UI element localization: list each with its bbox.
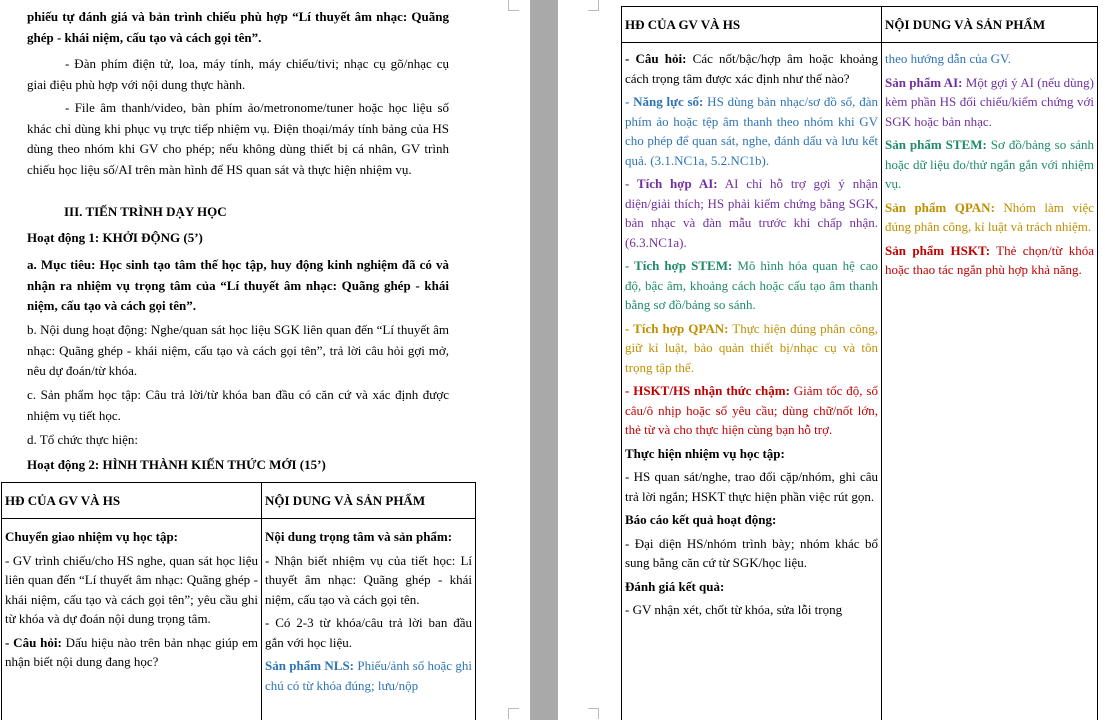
qpan-integration-text: Thực hiện đúng phân công, giữ kỉ luật, bảo quản thiết bị/nhạc cụ và tôn trọng tập thể. [625, 320, 878, 375]
stem-product-text: Sơ đồ/bảng so sánh hoặc dữ liệu đo/thử ngắn gắn với nhiệm vụ. [885, 137, 1095, 191]
ai-integration-label: - Tích hợp AI: [625, 176, 718, 191]
stem-integration-paragraph [625, 256, 878, 315]
materials-digital-files: - File âm thanh/video, bàn phím ảo/metronome/tuner hoặc học liệu số khác chỉ dùng khi phục vụ trực tiếp nhiệm vụ. Điện thoại/máy tính bảng của HS dùng theo nhóm khi GV cho phép; nếu không dùng thiết bị cá nhân, GV trình chiếu học liệu số/AI trên màn hình để HS quan sát và thực hiện nhiệm vụ. [27, 100, 449, 177]
table-cell-activities [2, 519, 262, 720]
activity1-organization: d. Tổ chức thực hiện: [27, 432, 138, 447]
transfer-task-label: Chuyển giao nhiệm vụ học tập: [5, 529, 178, 544]
activity2-table-continued [621, 6, 1098, 720]
stem-product-label: Sản phẩm STEM: [885, 137, 987, 152]
qpan-integration-paragraph [625, 319, 878, 378]
nls-paragraph [265, 656, 472, 695]
activity2-heading: Hoạt động 2: HÌNH THÀNH KIẾN THỨC MỚI (15’) [27, 457, 326, 472]
table-header-teacher-student: HĐ CỦA GV VÀ HS [622, 7, 882, 43]
hskt-label: - HSKT/HS nhận thức chậm: [625, 383, 790, 398]
question-text: Dấu hiệu nào trên bản nhạc giúp em nhận biết nội dung đang học? [5, 634, 258, 669]
table-header-teacher-student: HĐ CỦA GV VÀ HS [2, 483, 262, 519]
hskt-text: Giảm tốc độ, số câu/ô nhịp hoặc số yêu cầu; dùng chữ/nốt lớn, thẻ từ và cho thực hiện cùng bạn hỗ trợ. [625, 383, 878, 437]
hskt-product-label: Sản phẩm HSKT: [885, 242, 991, 258]
focus-text-2: - Có 2-3 từ khóa/câu trả lời ban đầu gắn với học liệu. [265, 615, 472, 650]
materials-intro: phiếu tự đánh giá và bản trình chiếu phù hợp “Lí thuyết âm nhạc: Quãng ghép - khái niệm, cấu tạo và cách gọi tên”. [27, 9, 449, 45]
guide-text: theo hướng dẫn của GV. [885, 51, 1011, 66]
ai-integration-paragraph [625, 174, 878, 252]
page-corner-mark [588, 0, 599, 11]
activity1-product: c. Sản phẩm học tập: Câu trả lời/từ khóa ban đầu có căn cứ và xác định được nhiệm vụ tiết học. [27, 387, 449, 423]
stem-integration-text: Mô hình hóa quan hệ cao độ, bậc âm, khoảng cách hoặc cấu tạo âm thanh bằng sơ đồ/bảng so sánh. [625, 258, 878, 312]
question-label: - Câu hỏi: [5, 634, 62, 650]
table-cell-products [882, 43, 1098, 720]
table-cell-activities [622, 43, 882, 720]
nls-label: Sản phẩm NLS: [265, 658, 355, 673]
ai-product-label: Sản phẩm AI: [885, 74, 963, 90]
focus-text-1: - Nhận biết nhiệm vụ của tiết học: Lí thuyết âm nhạc: Quãng ghép - khái niệm, cấu tạo và cách gọi tên. [265, 552, 472, 607]
digital-competence-paragraph [625, 92, 878, 170]
nls-text: Phiếu/ảnh số hoặc ghi chú có từ khóa đúng; lưu/nộp [265, 658, 472, 693]
question-text: Các nốt/bậc/hợp âm hoặc khoảng cách trọng tâm được xác định như thế nào? [625, 51, 878, 86]
evaluation-text: - GV nhận xét, chốt từ khóa, sửa lỗi trọng [625, 602, 843, 617]
activity1-goal: a. Mục tiêu: Học sinh tạo tâm thế học tập, huy động kinh nghiệm đã có và nhận ra nhiệm vụ trọng tâm của “Lí thuyết âm nhạc: Quãng ghép - khái niệm, cấu tạo và cách gọi tên”. [27, 257, 449, 313]
digital-competence-text: HS dùng bản nhạc/sơ đồ số, đàn phím ảo hoặc tệp âm thanh theo nhóm khi GV cho phép để quan sát, nghe, đánh dấu và lưu kết quả. (3.1.NC1a, 5.2.NC1b). [625, 94, 878, 168]
report-label: Báo cáo kết quả hoạt động: [625, 512, 777, 527]
question-paragraph [625, 49, 878, 88]
report-text: - Đại diện HS/nhóm trình bày; nhóm khác bổ sung bằng căn cứ từ SGK/học liệu. [625, 535, 878, 570]
hskt-product-text: Thẻ chọn/từ khóa hoặc thao tác ngắn phù hợp khả năng. [885, 242, 1094, 277]
page-corner-mark [588, 708, 599, 719]
materials-devices: - Đàn phím điện tử, loa, máy tính, máy chiếu/tivi; nhạc cụ gõ/nhạc cụ giai điệu phù hợp với nội dung thực hành. [27, 56, 449, 92]
qpan-product-label: Sản phẩm QPAN: [885, 199, 995, 215]
activity1-content: b. Nội dung hoạt động: Nghe/quan sát học liệu SGK liên quan đến “Lí thuyết âm nhạc: Quãng ghép - khái niệm, cấu tạo và cách gọi tên”, trả lời câu hỏi gợi mở, nêu dự đoán/từ khóa. [27, 322, 449, 378]
table-header-content-product: NỘI DUNG VÀ SẢN PHẨM [882, 7, 1098, 43]
question-paragraph [5, 633, 258, 672]
page-corner-mark [508, 708, 519, 719]
hskt-paragraph [625, 381, 878, 440]
question-label: - Câu hỏi: [625, 51, 687, 66]
section-heading-procedure: III. TIẾN TRÌNH DẠY HỌC [64, 204, 227, 219]
qpan-product-paragraph [885, 198, 1094, 237]
transfer-task-text: - GV trình chiếu/cho HS nghe, quan sát học liệu liên quan đến “Lí thuyết âm nhạc: Quãng ghép - khái niệm, cấu tạo và cách gọi tên”; yêu cầu ghi từ khóa và dự đoán nội dung trọng tâm. [5, 552, 258, 626]
qpan-integration-label: - Tích hợp QPAN: [625, 320, 729, 336]
table-cell-products [262, 519, 476, 720]
focus-label: Nội dung trọng tâm và sản phẩm: [265, 529, 453, 544]
qpan-product-text: Nhóm làm việc đúng phân công, kỉ luật và trách nhiệm. [885, 199, 1094, 234]
page-corner-mark [508, 0, 519, 11]
perform-task-label: Thực hiện nhiệm vụ học tập: [625, 445, 785, 461]
activity1-heading: Hoạt động 1: KHỞI ĐỘNG (5’) [27, 230, 203, 245]
ai-product-text: Một gợi ý AI (nếu dùng) kèm phần HS đối chiếu/kiểm chứng với SGK hoặc bản nhạc. [885, 74, 1094, 129]
hskt-product-paragraph [885, 241, 1094, 280]
activity2-table [1, 482, 476, 720]
ai-integration-text: AI chỉ hỗ trợ gợi ý nhận diện/giải thích; HS phải kiểm chứng bằng SGK, bản nhạc và đàn mẫu trước khi chấp nhận. (6.3.NC1a). [625, 176, 878, 250]
document-page-right [558, 0, 1105, 720]
evaluation-label: Đánh giá kết quả: [625, 578, 725, 594]
perform-task-text: - HS quan sát/nghe, trao đổi cặp/nhóm, ghi câu trả lời ngắn; HSKT thực hiện phần việc rút gọn. [625, 469, 878, 504]
stem-product-paragraph [885, 135, 1094, 194]
digital-competence-label: - Năng lực số: [625, 94, 704, 109]
ai-product-paragraph [885, 73, 1094, 132]
document-page-left [0, 0, 530, 720]
stem-integration-label: - Tích hợp STEM: [625, 258, 733, 273]
table-header-content-product: NỘI DUNG VÀ SẢN PHẨM [262, 483, 476, 519]
